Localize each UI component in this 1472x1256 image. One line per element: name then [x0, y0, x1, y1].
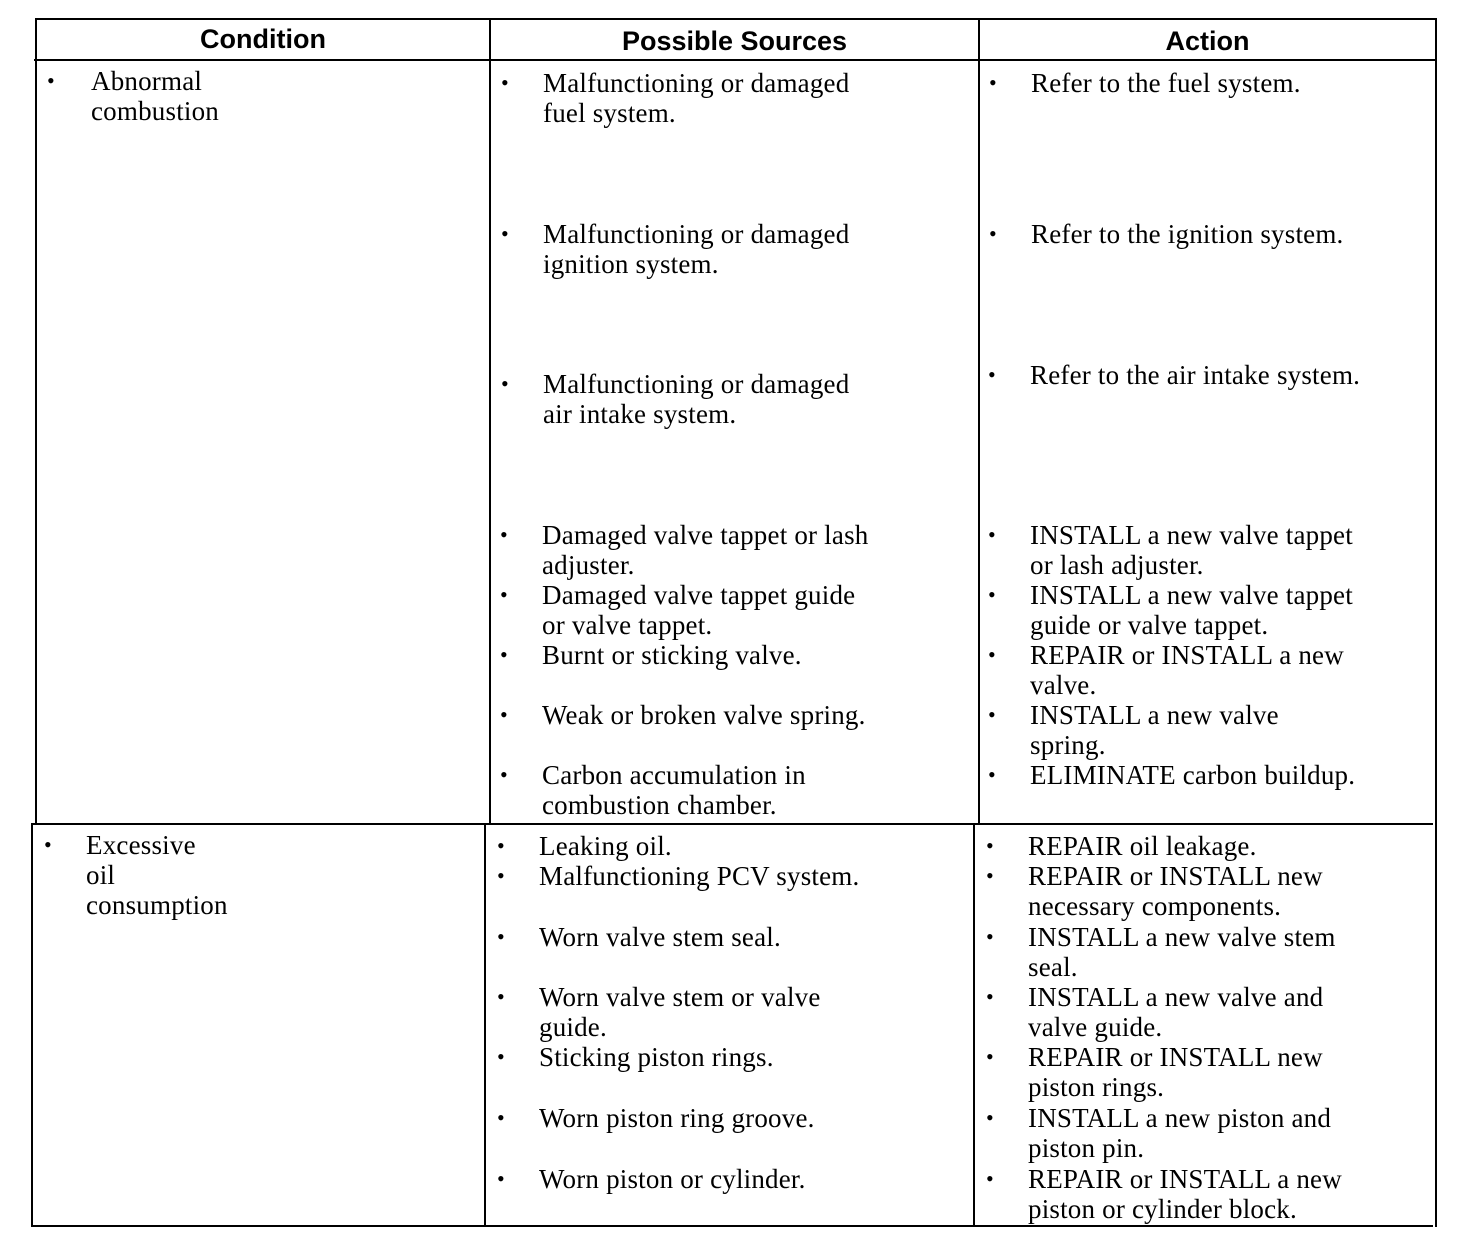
source-text: Carbon accumulation in combustion chamber. [542, 760, 806, 820]
troubleshooting-table [31, 18, 1437, 1226]
bullet-icon: • [988, 762, 996, 787]
bullet-icon: • [497, 863, 505, 888]
table-border-left-lower [31, 823, 33, 1227]
bullet-icon: • [501, 221, 509, 246]
bullet-icon: • [989, 221, 997, 246]
action-text: Refer to the fuel system. [1031, 68, 1301, 98]
source-text: Leaking oil. [539, 831, 672, 861]
header-possible-sources: Possible Sources [621, 26, 848, 56]
condition-label: Excessive oil consumption [86, 830, 228, 920]
table-border-right [1435, 18, 1437, 1227]
column-divider-1 [489, 18, 491, 824]
action-text: INSTALL a new valve spring. [1030, 700, 1279, 760]
bullet-icon: • [497, 1044, 505, 1069]
action-text: INSTALL a new piston and piston pin. [1028, 1103, 1332, 1163]
bullet-icon: • [986, 924, 994, 949]
bullet-icon: • [986, 984, 994, 1009]
source-text: Burnt or sticking valve. [542, 640, 802, 670]
action-text: Refer to the ignition system. [1031, 219, 1344, 249]
action-text: REPAIR oil leakage. [1028, 831, 1257, 861]
source-text: Damaged valve tappet or lash adjuster. [542, 520, 869, 580]
source-text: Damaged valve tappet guide or valve tappet. [542, 580, 856, 640]
bullet-icon: • [500, 522, 508, 547]
action-text: ELIMINATE carbon buildup. [1030, 760, 1356, 790]
header-condition: Condition [200, 24, 326, 54]
bullet-icon: • [47, 68, 55, 93]
bullet-icon: • [988, 522, 996, 547]
column-divider-1-lower [484, 823, 486, 1227]
bullet-icon: • [986, 1044, 994, 1069]
bullet-icon: • [497, 984, 505, 1009]
table-border-left [35, 18, 37, 824]
header-action: Action [1165, 26, 1250, 56]
source-text: Worn valve stem or valve guide. [539, 982, 821, 1042]
bullet-icon: • [500, 642, 508, 667]
header-divider [34, 59, 1436, 61]
source-text: Sticking piston rings. [539, 1042, 774, 1072]
source-text: Worn piston ring groove. [539, 1103, 815, 1133]
bullet-icon: • [497, 833, 505, 858]
bullet-icon: • [988, 582, 996, 607]
bullet-icon: • [989, 70, 997, 95]
bullet-icon: • [501, 371, 509, 396]
action-text: REPAIR or INSTALL a new valve. [1030, 640, 1344, 700]
action-text: INSTALL a new valve and valve guide. [1028, 982, 1324, 1042]
condition-label: Abnormal combustion [91, 66, 219, 126]
bullet-icon: • [988, 362, 996, 387]
source-text: Worn piston or cylinder. [539, 1164, 806, 1194]
bullet-icon: • [986, 863, 994, 888]
source-text: Weak or broken valve spring. [542, 700, 866, 730]
bullet-icon: • [986, 1166, 994, 1191]
action-text: REPAIR or INSTALL a new piston or cylinder block. [1028, 1164, 1342, 1224]
bullet-icon: • [497, 1105, 505, 1130]
table-border-bottom [31, 1225, 1433, 1227]
row-divider [31, 823, 1433, 825]
bullet-icon: • [497, 1166, 505, 1191]
bullet-icon: • [44, 832, 52, 857]
bullet-icon: • [500, 702, 508, 727]
action-text: INSTALL a new valve stem seal. [1028, 922, 1336, 982]
source-text: Malfunctioning PCV system. [539, 861, 860, 891]
table-border-top [35, 18, 1437, 20]
column-divider-2 [978, 18, 980, 824]
bullet-icon: • [986, 1105, 994, 1130]
action-text: REPAIR or INSTALL new piston rings. [1028, 1042, 1323, 1102]
bullet-icon: • [988, 702, 996, 727]
source-text: Worn valve stem seal. [539, 922, 781, 952]
bullet-icon: • [497, 924, 505, 949]
action-text: Refer to the air intake system. [1030, 360, 1361, 390]
action-text: REPAIR or INSTALL new necessary components. [1028, 861, 1323, 921]
bullet-icon: • [986, 833, 994, 858]
source-text: Malfunctioning or damaged ignition system. [543, 219, 850, 279]
bullet-icon: • [988, 642, 996, 667]
action-text: INSTALL a new valve tappet or lash adjuster. [1030, 520, 1353, 580]
action-text: INSTALL a new valve tappet guide or valve tappet. [1030, 580, 1353, 640]
source-text: Malfunctioning or damaged air intake system. [543, 369, 850, 429]
source-text: Malfunctioning or damaged fuel system. [543, 68, 850, 128]
bullet-icon: • [500, 762, 508, 787]
bullet-icon: • [500, 582, 508, 607]
bullet-icon: • [501, 70, 509, 95]
column-divider-2-lower [973, 823, 975, 1227]
